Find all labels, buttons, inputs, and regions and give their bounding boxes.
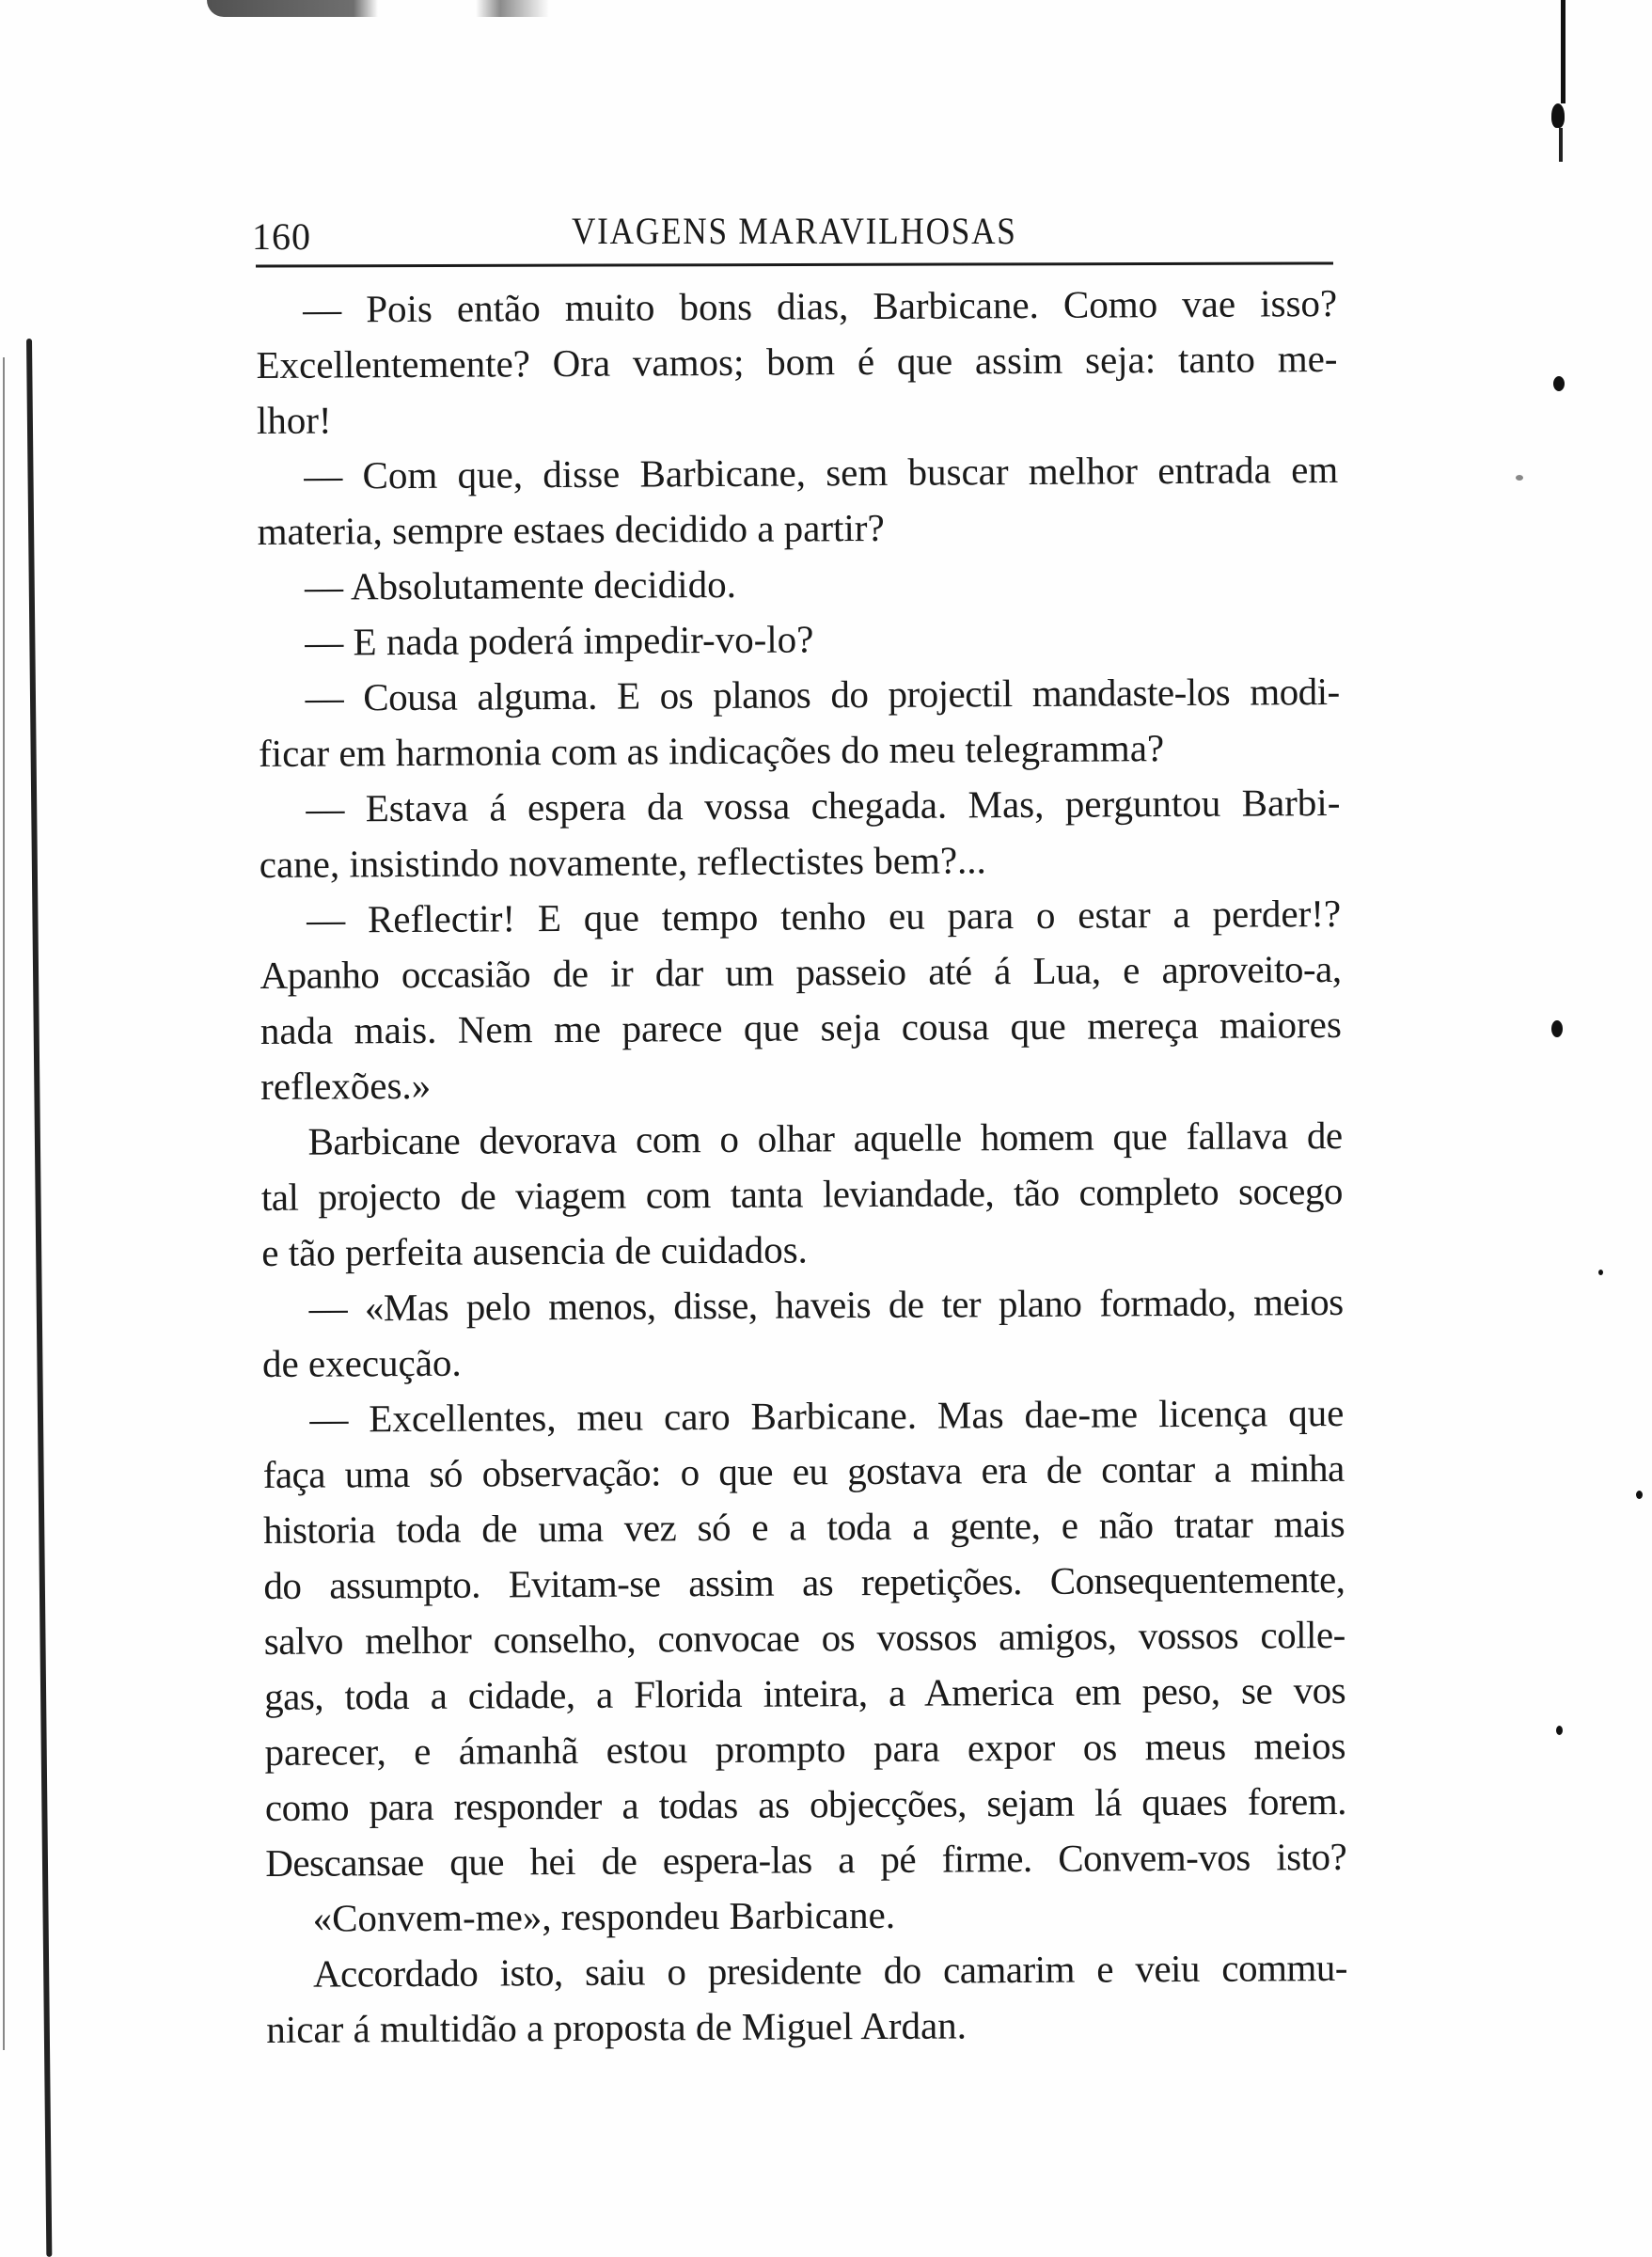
text-line: — Absolutamente decidido. [304, 561, 737, 608]
ink-speck [1556, 1726, 1563, 1735]
text-line: e tão perfeita ausencia de cuidados. [261, 1227, 808, 1274]
text-line: Apanho occasião de ir dar um passeio até á Lua, e aproveito-a, [260, 946, 1342, 997]
left-margin-line [3, 357, 5, 2050]
text-line: Descansae que hei de espera-las a pé firme. Convem-vos isto? [265, 1834, 1347, 1885]
text-line: materia, sempre estaes decidido a partir? [257, 505, 885, 553]
ink-speck [1553, 376, 1565, 391]
text-line: «Convem-me», respondeu Barbicane. [312, 1892, 896, 1940]
text-line: de execução. [261, 1340, 462, 1385]
text-line: nada mais. Nem me parece que seja cousa que mereça maiores [260, 1002, 1342, 1052]
body-text [256, 276, 1348, 2058]
right-margin-blot [1551, 103, 1565, 128]
text-line: — Excellentes, meu caro Barbicane. Mas dae-me licença que [309, 1390, 1345, 1441]
left-binding-edge [26, 339, 52, 2257]
text-line: — Cousa alguma. E os planos do projectil mandaste-los modi- [305, 669, 1340, 719]
running-header [252, 209, 1333, 265]
text-line: — Estava á espera da vossa chegada. Mas, perguntou Barbi- [306, 780, 1341, 830]
text-line: — «Mas pelo menos, disse, haveis de ter plano formado, meios [308, 1279, 1344, 1330]
text-line: historia toda de uma vez só e a toda a gente, e não tratar mais [262, 1501, 1345, 1552]
text-line: como para responder a todas as objecções, sejam lá quaes forem. [264, 1778, 1347, 1829]
ink-speck [1516, 475, 1523, 481]
text-line: salvo melhor conselho, convocae os vossos amigos, vossos colle- [263, 1612, 1345, 1663]
text-line: do assumpto. Evitam-se assim as repetições. Consequentemente, [263, 1556, 1345, 1607]
text-line: reflexões.» [260, 1063, 432, 1108]
right-margin-tail [1559, 128, 1563, 162]
running-title: VIAGENS MARAVILHOSAS [572, 210, 1017, 252]
text-line: lhor! [256, 398, 332, 442]
ink-speck [1598, 1270, 1603, 1275]
text-line: Excellentemente? Ora vamos; bom é que assim seja: tanto me- [256, 336, 1338, 387]
text-line: tal projecto de viagem com tanta leviandade, tão completo socego [260, 1168, 1344, 1219]
text-line: — Com que, disse Barbicane, sem buscar melhor entrada em [304, 447, 1339, 497]
page-number: 160 [252, 215, 311, 258]
top-ink-smudge [207, 0, 696, 17]
text-line: cane, insistindo novamente, reflectistes bem?... [259, 838, 986, 886]
text-line: nicar á multidão a proposta de Miguel Ardan. [266, 2003, 968, 2051]
text-line: faça uma só observação: o que eu gostava era de contar a minha [262, 1445, 1345, 1496]
ink-speck [1636, 1491, 1643, 1499]
text-line: parecer, e ámanhã estou prompto para expor os meus meios [264, 1723, 1346, 1774]
text-line: gas, toda a cidade, a Florida inteira, a America em peso, se vos [264, 1667, 1346, 1718]
text-line: ficar em harmonia com as indicações do meu telegramma? [258, 726, 1165, 775]
text-line: — Pois então muito bons dias, Barbicane. Como vae isso? [303, 280, 1338, 331]
text-line: — Reflectir! E que tempo tenho eu para o estar a perder!? [307, 891, 1342, 941]
text-line: Accordado isto, saiu o presidente do camarim e veiu commu- [312, 1945, 1348, 1996]
ink-speck [1551, 1020, 1563, 1037]
right-margin-mark [1561, 0, 1565, 103]
text-line: — E nada poderá impedir-vo-lo? [305, 617, 814, 664]
text-line: Barbicane devorava com o olhar aquelle homem que fallava de [307, 1113, 1343, 1163]
